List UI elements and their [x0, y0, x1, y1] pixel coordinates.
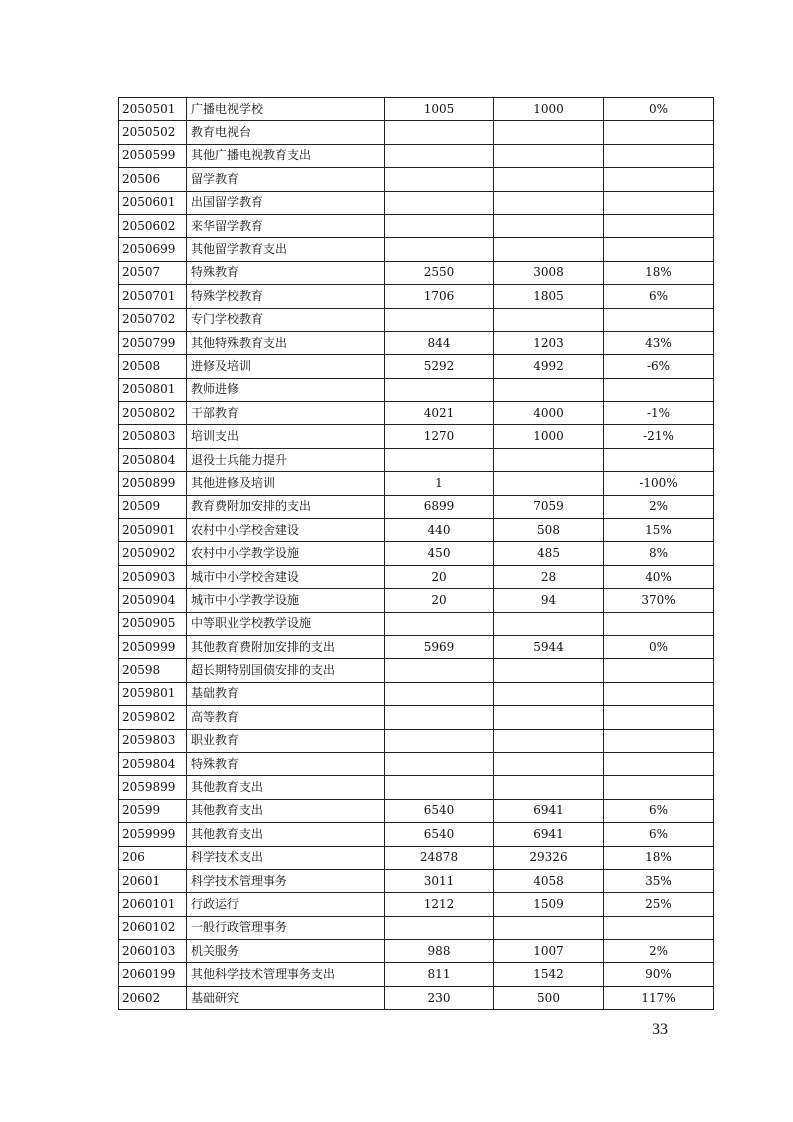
value-col1-cell: 1005: [385, 98, 494, 121]
change-percent-cell: [604, 308, 714, 331]
change-percent-cell: 6%: [604, 823, 714, 846]
value-col2-cell: 1203: [494, 331, 604, 354]
subject-name-cell: 其他进修及培训: [187, 472, 385, 495]
value-col2-cell: 4000: [494, 402, 604, 425]
change-percent-cell: [604, 191, 714, 214]
value-col2-cell: 1509: [494, 893, 604, 916]
change-percent-cell: -6%: [604, 355, 714, 378]
value-col1-cell: 440: [385, 519, 494, 542]
value-col1-cell: 20: [385, 565, 494, 588]
subject-code-cell: 2050899: [119, 472, 187, 495]
change-percent-cell: 35%: [604, 869, 714, 892]
value-col1-cell: [385, 729, 494, 752]
value-col2-cell: [494, 472, 604, 495]
table-row: [119, 168, 714, 191]
table-row: [119, 519, 714, 542]
subject-code-cell: 2050904: [119, 589, 187, 612]
value-col2-cell: [494, 191, 604, 214]
value-col2-cell: 1000: [494, 425, 604, 448]
value-col2-cell: [494, 729, 604, 752]
subject-name-cell: 城市中小学教学设施: [187, 589, 385, 612]
table-row: [119, 144, 714, 167]
change-percent-cell: [604, 682, 714, 705]
value-col2-cell: [494, 706, 604, 729]
subject-code-cell: 2050999: [119, 635, 187, 658]
value-col1-cell: 230: [385, 986, 494, 1009]
subject-name-cell: 农村中小学教学设施: [187, 542, 385, 565]
value-col1-cell: 988: [385, 940, 494, 963]
value-col2-cell: [494, 144, 604, 167]
table-row: [119, 986, 714, 1009]
table-row: [119, 893, 714, 916]
value-col2-cell: 1000: [494, 98, 604, 121]
subject-name-cell: 其他教育支出: [187, 823, 385, 846]
table-row: [119, 635, 714, 658]
table-row: [119, 121, 714, 144]
subject-name-cell: 职业教育: [187, 729, 385, 752]
subject-name-cell: 其他教育支出: [187, 776, 385, 799]
table-row: [119, 308, 714, 331]
table-row: [119, 355, 714, 378]
subject-name-cell: 超长期特别国债安排的支出: [187, 659, 385, 682]
table-row: [119, 706, 714, 729]
change-percent-cell: [604, 238, 714, 261]
change-percent-cell: 2%: [604, 940, 714, 963]
subject-code-cell: 20507: [119, 261, 187, 284]
subject-code-cell: 2059801: [119, 682, 187, 705]
subject-code-cell: 2050502: [119, 121, 187, 144]
value-col2-cell: 5944: [494, 635, 604, 658]
value-col2-cell: 6941: [494, 823, 604, 846]
value-col2-cell: [494, 378, 604, 401]
value-col1-cell: 6540: [385, 823, 494, 846]
subject-name-cell: 科学技术管理事务: [187, 869, 385, 892]
table-row: [119, 261, 714, 284]
page-number: 33: [652, 1021, 668, 1038]
value-col2-cell: [494, 752, 604, 775]
subject-name-cell: 一般行政管理事务: [187, 916, 385, 939]
table-row: [119, 378, 714, 401]
value-col1-cell: 3011: [385, 869, 494, 892]
subject-code-cell: 2050903: [119, 565, 187, 588]
subject-name-cell: 特殊学校教育: [187, 285, 385, 308]
value-col2-cell: 7059: [494, 495, 604, 518]
value-col2-cell: [494, 659, 604, 682]
value-col1-cell: 20: [385, 589, 494, 612]
subject-name-cell: 出国留学教育: [187, 191, 385, 214]
subject-code-cell: 2050602: [119, 214, 187, 237]
subject-code-cell: 2050702: [119, 308, 187, 331]
value-col1-cell: 450: [385, 542, 494, 565]
subject-code-cell: 2050905: [119, 612, 187, 635]
table-row: [119, 752, 714, 775]
table-row: [119, 916, 714, 939]
value-col1-cell: [385, 448, 494, 471]
subject-code-cell: 2050802: [119, 402, 187, 425]
value-col2-cell: 500: [494, 986, 604, 1009]
value-col1-cell: 1706: [385, 285, 494, 308]
change-percent-cell: [604, 121, 714, 144]
budget-table: [118, 97, 714, 1010]
change-percent-cell: [604, 168, 714, 191]
subject-name-cell: 其他广播电视教育支出: [187, 144, 385, 167]
subject-code-cell: 2050803: [119, 425, 187, 448]
change-percent-cell: [604, 612, 714, 635]
value-col1-cell: [385, 121, 494, 144]
subject-name-cell: 其他教育支出: [187, 799, 385, 822]
change-percent-cell: 370%: [604, 589, 714, 612]
value-col2-cell: 6941: [494, 799, 604, 822]
change-percent-cell: [604, 448, 714, 471]
change-percent-cell: 0%: [604, 98, 714, 121]
value-col1-cell: 5969: [385, 635, 494, 658]
subject-name-cell: 广播电视学校: [187, 98, 385, 121]
subject-name-cell: 城市中小学校舍建设: [187, 565, 385, 588]
table-row: [119, 776, 714, 799]
change-percent-cell: 15%: [604, 519, 714, 542]
table-row: [119, 682, 714, 705]
table-row: [119, 285, 714, 308]
subject-name-cell: 行政运行: [187, 893, 385, 916]
value-col2-cell: [494, 448, 604, 471]
value-col1-cell: 1: [385, 472, 494, 495]
value-col2-cell: [494, 776, 604, 799]
subject-code-cell: 2059802: [119, 706, 187, 729]
table-row: [119, 448, 714, 471]
change-percent-cell: -100%: [604, 472, 714, 495]
subject-code-cell: 2050701: [119, 285, 187, 308]
change-percent-cell: [604, 706, 714, 729]
value-col1-cell: 811: [385, 963, 494, 986]
change-percent-cell: [604, 752, 714, 775]
subject-code-cell: 2059803: [119, 729, 187, 752]
subject-code-cell: 20506: [119, 168, 187, 191]
subject-code-cell: 2050799: [119, 331, 187, 354]
value-col2-cell: 485: [494, 542, 604, 565]
subject-code-cell: 20602: [119, 986, 187, 1009]
subject-name-cell: 进修及培训: [187, 355, 385, 378]
subject-code-cell: 2059999: [119, 823, 187, 846]
subject-code-cell: 20508: [119, 355, 187, 378]
subject-name-cell: 教师进修: [187, 378, 385, 401]
value-col1-cell: 4021: [385, 402, 494, 425]
change-percent-cell: [604, 378, 714, 401]
subject-code-cell: 2050801: [119, 378, 187, 401]
change-percent-cell: 6%: [604, 285, 714, 308]
value-col2-cell: [494, 121, 604, 144]
subject-name-cell: 基础研究: [187, 986, 385, 1009]
change-percent-cell: [604, 916, 714, 939]
subject-code-cell: 2050501: [119, 98, 187, 121]
value-col2-cell: [494, 612, 604, 635]
subject-code-cell: 20509: [119, 495, 187, 518]
table-row: [119, 565, 714, 588]
table-row: [119, 238, 714, 261]
value-col1-cell: 6899: [385, 495, 494, 518]
change-percent-cell: 18%: [604, 846, 714, 869]
table-row: [119, 542, 714, 565]
subject-code-cell: 2050901: [119, 519, 187, 542]
value-col1-cell: [385, 144, 494, 167]
subject-code-cell: 2060101: [119, 893, 187, 916]
subject-code-cell: 2060103: [119, 940, 187, 963]
table-row: [119, 729, 714, 752]
change-percent-cell: 90%: [604, 963, 714, 986]
value-col1-cell: [385, 682, 494, 705]
change-percent-cell: [604, 214, 714, 237]
value-col2-cell: [494, 682, 604, 705]
subject-code-cell: 206: [119, 846, 187, 869]
subject-name-cell: 农村中小学校舍建设: [187, 519, 385, 542]
subject-name-cell: 其他科学技术管理事务支出: [187, 963, 385, 986]
value-col2-cell: [494, 308, 604, 331]
value-col1-cell: 1270: [385, 425, 494, 448]
value-col1-cell: [385, 378, 494, 401]
table-row: [119, 331, 714, 354]
table-row: [119, 214, 714, 237]
table-row: [119, 940, 714, 963]
subject-code-cell: 20598: [119, 659, 187, 682]
value-col2-cell: 1542: [494, 963, 604, 986]
table-row: [119, 846, 714, 869]
value-col1-cell: [385, 168, 494, 191]
table-row: [119, 823, 714, 846]
subject-name-cell: 教育费附加安排的支出: [187, 495, 385, 518]
value-col2-cell: [494, 916, 604, 939]
change-percent-cell: 0%: [604, 635, 714, 658]
subject-name-cell: 高等教育: [187, 706, 385, 729]
change-percent-cell: -1%: [604, 402, 714, 425]
table-row: [119, 799, 714, 822]
subject-code-cell: 2050902: [119, 542, 187, 565]
subject-name-cell: 基础教育: [187, 682, 385, 705]
value-col1-cell: [385, 752, 494, 775]
subject-code-cell: 2060199: [119, 963, 187, 986]
change-percent-cell: 25%: [604, 893, 714, 916]
change-percent-cell: [604, 659, 714, 682]
subject-name-cell: 中等职业学校教学设施: [187, 612, 385, 635]
subject-name-cell: 机关服务: [187, 940, 385, 963]
table-row: [119, 659, 714, 682]
value-col1-cell: 844: [385, 331, 494, 354]
value-col1-cell: 6540: [385, 799, 494, 822]
value-col2-cell: [494, 214, 604, 237]
subject-name-cell: 来华留学教育: [187, 214, 385, 237]
value-col2-cell: 1007: [494, 940, 604, 963]
change-percent-cell: 8%: [604, 542, 714, 565]
subject-code-cell: 2050804: [119, 448, 187, 471]
subject-code-cell: 20601: [119, 869, 187, 892]
value-col1-cell: [385, 238, 494, 261]
table-row: [119, 425, 714, 448]
change-percent-cell: 18%: [604, 261, 714, 284]
subject-name-cell: 科学技术支出: [187, 846, 385, 869]
change-percent-cell: 117%: [604, 986, 714, 1009]
value-col1-cell: 1212: [385, 893, 494, 916]
value-col1-cell: [385, 308, 494, 331]
table-row: [119, 191, 714, 214]
subject-name-cell: 退役士兵能力提升: [187, 448, 385, 471]
subject-name-cell: 教育电视台: [187, 121, 385, 144]
value-col1-cell: [385, 214, 494, 237]
subject-name-cell: 其他教育费附加安排的支出: [187, 635, 385, 658]
subject-code-cell: 2059804: [119, 752, 187, 775]
value-col1-cell: [385, 191, 494, 214]
value-col2-cell: 29326: [494, 846, 604, 869]
subject-code-cell: 20599: [119, 799, 187, 822]
value-col2-cell: [494, 238, 604, 261]
value-col1-cell: [385, 706, 494, 729]
subject-name-cell: 专门学校教育: [187, 308, 385, 331]
value-col2-cell: 508: [494, 519, 604, 542]
value-col1-cell: 2550: [385, 261, 494, 284]
value-col2-cell: 28: [494, 565, 604, 588]
change-percent-cell: [604, 729, 714, 752]
value-col2-cell: 3008: [494, 261, 604, 284]
change-percent-cell: 6%: [604, 799, 714, 822]
table-row: [119, 472, 714, 495]
value-col1-cell: 24878: [385, 846, 494, 869]
value-col1-cell: [385, 659, 494, 682]
table-row: [119, 612, 714, 635]
subject-name-cell: 特殊教育: [187, 752, 385, 775]
subject-name-cell: 特殊教育: [187, 261, 385, 284]
table-row: [119, 869, 714, 892]
table-row: [119, 495, 714, 518]
change-percent-cell: 43%: [604, 331, 714, 354]
subject-code-cell: 2050699: [119, 238, 187, 261]
table-row: [119, 589, 714, 612]
value-col1-cell: [385, 612, 494, 635]
change-percent-cell: 2%: [604, 495, 714, 518]
table-row: [119, 98, 714, 121]
table-row: [119, 963, 714, 986]
value-col1-cell: [385, 916, 494, 939]
subject-name-cell: 培训支出: [187, 425, 385, 448]
subject-name-cell: 其他留学教育支出: [187, 238, 385, 261]
change-percent-cell: [604, 144, 714, 167]
value-col2-cell: 94: [494, 589, 604, 612]
value-col1-cell: [385, 776, 494, 799]
subject-code-cell: 2050601: [119, 191, 187, 214]
change-percent-cell: 40%: [604, 565, 714, 588]
subject-code-cell: 2060102: [119, 916, 187, 939]
table-body: [119, 98, 714, 1010]
subject-code-cell: 2050599: [119, 144, 187, 167]
value-col2-cell: [494, 168, 604, 191]
value-col2-cell: 4058: [494, 869, 604, 892]
value-col2-cell: 4992: [494, 355, 604, 378]
subject-name-cell: 其他特殊教育支出: [187, 331, 385, 354]
subject-name-cell: 留学教育: [187, 168, 385, 191]
value-col1-cell: 5292: [385, 355, 494, 378]
change-percent-cell: -21%: [604, 425, 714, 448]
table-row: [119, 402, 714, 425]
value-col2-cell: 1805: [494, 285, 604, 308]
subject-code-cell: 2059899: [119, 776, 187, 799]
change-percent-cell: [604, 776, 714, 799]
subject-name-cell: 干部教育: [187, 402, 385, 425]
